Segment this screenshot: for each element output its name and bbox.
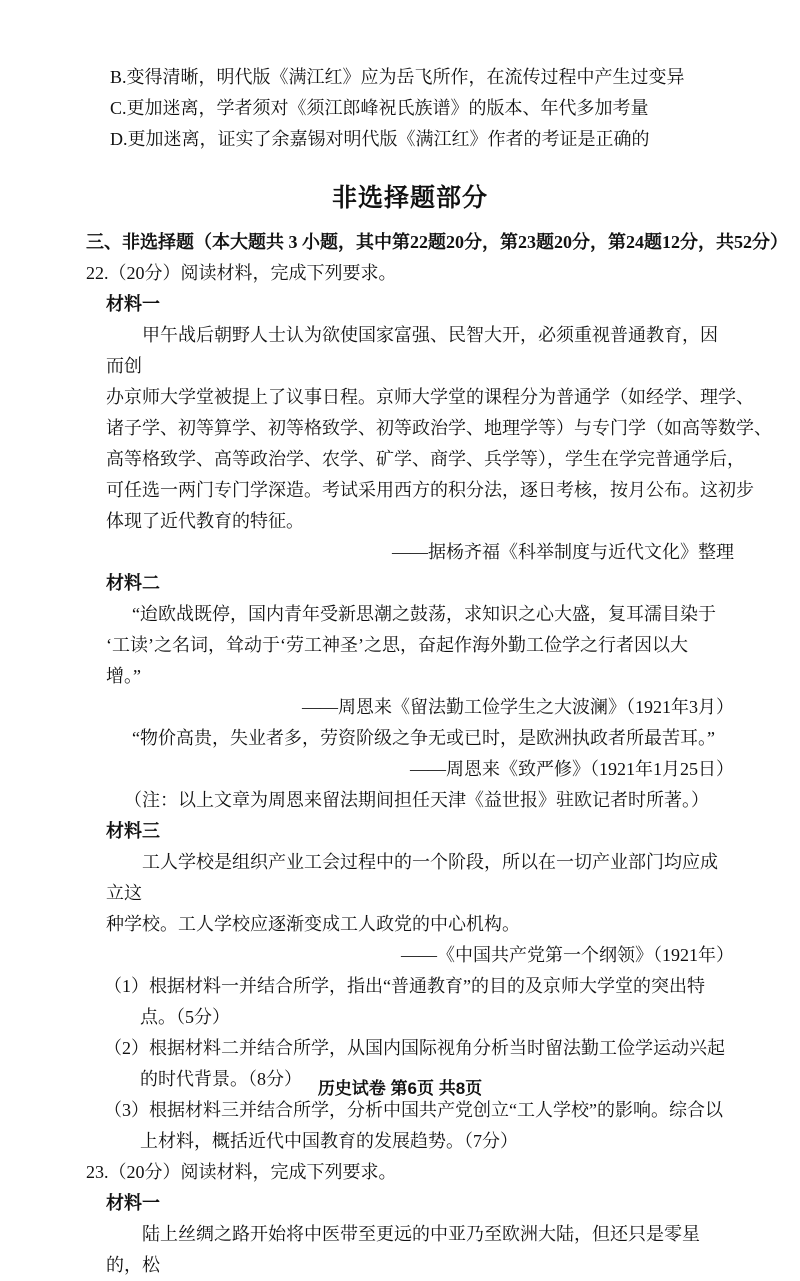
q22-material-3-line-2: 种学校。工人学校应逐渐变成工人政党的中心机构。 <box>106 914 520 934</box>
option-d: D.更加迷离，证实了余嘉锡对明代版《满江红》作者的考证是正确的 <box>110 129 650 149</box>
page-footer: 历史试卷 第6页 共8页 <box>317 1079 483 1098</box>
q22-material-1-line-4: 高等格致学、高等政治学、农学、矿学、商学、兵学等），学生在学完普通学后， <box>106 449 745 469</box>
q22-material-1-line-5: 可任选一两门专门学深造。考试采用西方的积分法，逐日考核，按月公布。这初步 <box>106 480 754 500</box>
question-23-title: 23.（20分）阅读材料，完成下列要求。 <box>86 1162 397 1182</box>
q22-material-3-label: 材料三 <box>106 821 160 841</box>
q22-material-2-quote-1-line-3: 增。” <box>106 666 141 686</box>
q22-material-1-label: 材料一 <box>106 294 160 314</box>
q22-material-3-line-1: 工人学校是组织产业工会过程中的一个阶段，所以在一切产业部门均应成立这 <box>106 852 718 903</box>
q22-material-2-quote-1-line-1: “迨欧战既停，国内青年受新思潮之鼓荡，求知识之心大盛，复耳濡目染于 <box>132 604 716 624</box>
q22-material-3-source: ——《中国共产党第一个纲领》（1921年） <box>401 945 734 965</box>
section-title: 非选择题部分 <box>331 185 488 212</box>
q22-material-1-line-3: 诸子学、初等算学、初等格致学、初等政治学、地理学等）与专门学（如高等数学、 <box>106 418 772 438</box>
q22-material-1-source: ——据杨齐福《科举制度与近代文化》整理 <box>392 542 734 562</box>
q22-material-1-line-1: 甲午战后朝野人士认为欲使国家富强、民智大开，必须重视普通教育，因而创 <box>106 325 718 376</box>
q22-sub-question-2: （2）根据材料二并结合所学，从国内国际视角分析当时留法勤工俭学运动兴起的时代背景。（8分） <box>104 1038 725 1089</box>
option-b: B.变得清晰，明代版《满江红》应为岳飞所作，在流传过程中产生过变异 <box>110 67 685 87</box>
q22-sub-question-3: （3）根据材料三并结合所学，分析中国共产党创立“工人学校”的影响。综合以上材料，概括近代中国教育的发展趋势。（7分） <box>104 1100 723 1151</box>
q22-material-1-line-6: 体现了近代教育的特征。 <box>106 511 304 531</box>
q22-sub-question-1: （1）根据材料一并结合所学，指出“普通教育”的目的及京师大学堂的突出特点。（5分） <box>104 976 705 1027</box>
q22-material-2-label: 材料二 <box>106 573 160 593</box>
q22-material-2-note: （注：以上文章为周恩来留法期间担任天津《益世报》驻欧记者时所著。） <box>124 790 709 810</box>
q23-material-1-line-1: 陆上丝绸之路开始将中医带至更远的中亚乃至欧洲大陆，但还只是零星的，松 <box>106 1224 700 1275</box>
option-c: C.更加迷离，学者须对《须江郎峰祝氏族谱》的版本、年代多加考量 <box>110 98 649 118</box>
q22-material-2-source-1: ——周恩来《留法勤工俭学生之大波澜》（1921年3月） <box>302 697 734 717</box>
q22-material-1-line-2: 办京师大学堂被提上了议事日程。京师大学堂的课程分为普通学（如经学、理学、 <box>106 387 754 407</box>
q23-material-1-label: 材料一 <box>106 1193 160 1213</box>
q22-material-2-quote-2: “物价高贵，失业者多，劳资阶级之争无或已时，是欧洲执政者所最苦耳。” <box>132 728 715 748</box>
question-22-title: 22.（20分）阅读材料，完成下列要求。 <box>86 263 397 283</box>
q22-material-2-quote-1-line-2: ‘工读’之名词，耸动于‘劳工神圣’之思，奋起作海外勤工俭学之行者因以大 <box>106 635 688 655</box>
section-heading: 三、非选择题（本大题共 3 小题，其中第22题20分，第23题20分，第24题12分，共52分） <box>86 232 788 252</box>
q22-material-2-source-2: ——周恩来《致严修》（1921年1月25日） <box>410 759 734 779</box>
